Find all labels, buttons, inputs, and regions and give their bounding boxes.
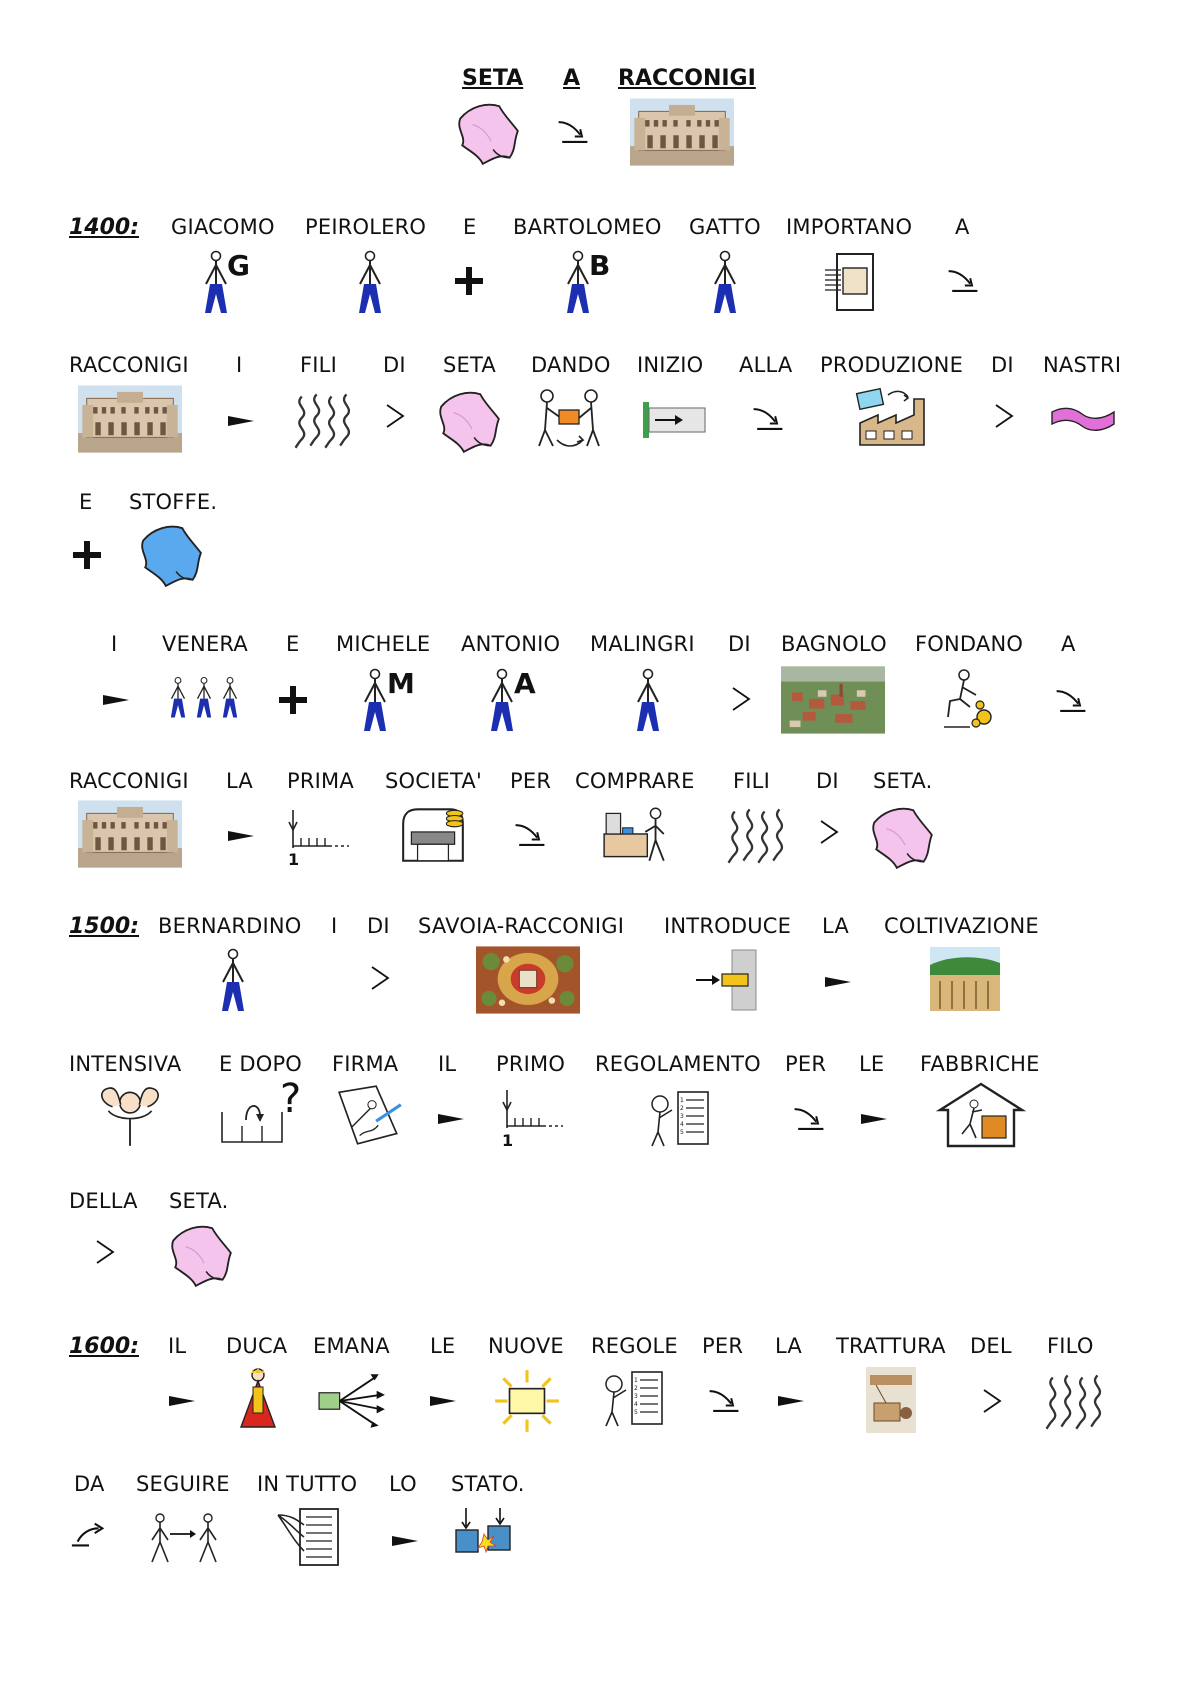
word: IL — [168, 1334, 187, 1358]
silk-icon — [165, 1222, 237, 1288]
word: PER — [702, 1334, 744, 1358]
title-word-seta: SETA — [462, 66, 524, 91]
word: LO — [389, 1472, 417, 1496]
of-chevron-icon — [817, 817, 841, 847]
ribbon-icon — [1048, 402, 1118, 436]
word: LE — [859, 1052, 885, 1076]
duke-icon — [233, 1366, 283, 1432]
regulation-icon — [644, 1086, 714, 1150]
letter-b-label: B — [589, 249, 611, 282]
word: FILI — [733, 769, 770, 793]
sign-icon — [335, 1082, 407, 1148]
threads-icon — [289, 390, 355, 450]
word: FILI — [300, 353, 337, 377]
word: DA — [74, 1472, 105, 1496]
word: INIZIO — [637, 353, 704, 377]
new-icon — [491, 1368, 563, 1434]
from-arrow-icon — [70, 1520, 108, 1550]
letter-a-label: A — [514, 667, 536, 700]
step-number-label: 1 — [288, 850, 300, 869]
rules-icon — [598, 1366, 668, 1430]
word: STATO. — [451, 1472, 525, 1496]
person-peirolero-icon — [350, 250, 390, 316]
word: BERNARDINO — [158, 914, 302, 938]
the-arrowhead-icon — [226, 826, 256, 846]
bagnolo-village-photo — [781, 666, 885, 734]
silk-icon — [452, 100, 524, 166]
word: DI — [816, 769, 839, 793]
factory-production-icon — [852, 384, 932, 450]
word: MICHELE — [336, 632, 431, 656]
of-chevron-icon — [368, 963, 392, 993]
letter-g-label: G — [227, 249, 251, 282]
word: EMANA — [313, 1334, 390, 1358]
racconigi-castle-photo — [78, 800, 182, 868]
to-arrow-icon — [706, 1386, 742, 1416]
of-chevron-icon — [729, 684, 753, 714]
strong-intensive-icon — [94, 1082, 166, 1148]
word: I — [331, 914, 338, 938]
word: SETA — [443, 353, 496, 377]
word: LE — [430, 1334, 456, 1358]
word: PRODUZIONE — [820, 353, 964, 377]
racconigi-castle-photo — [78, 385, 182, 453]
follow-icon — [146, 1512, 226, 1566]
of-chevron-icon — [992, 401, 1016, 431]
word: PER — [785, 1052, 827, 1076]
give-icon — [535, 385, 605, 451]
word: LA — [822, 914, 849, 938]
title-word-a: A — [563, 66, 581, 91]
threads-icon — [722, 805, 788, 865]
letter-m-label: M — [387, 667, 416, 700]
word: BARTOLOMEO — [513, 215, 662, 239]
field-cultivation-photo — [930, 946, 1000, 1012]
word: GIACOMO — [171, 215, 275, 239]
word: PEIROLERO — [305, 215, 427, 239]
word: SEGUIRE — [136, 1472, 230, 1496]
word: PER — [510, 769, 552, 793]
buy-icon — [600, 803, 672, 867]
to-arrow-icon — [1053, 686, 1089, 716]
word: MALINGRI — [590, 632, 695, 656]
introduce-icon — [692, 947, 762, 1013]
word: GATTO — [689, 215, 761, 239]
of-chevron-icon — [980, 1386, 1004, 1416]
to-arrow-icon — [945, 266, 981, 296]
word: DI — [728, 632, 751, 656]
threads-icon — [1040, 1371, 1106, 1431]
question-mark-label: ? — [280, 1076, 302, 1122]
word: LA — [775, 1334, 802, 1358]
the-arrowhead-icon — [436, 1109, 466, 1129]
word: SOCIETA' — [385, 769, 482, 793]
the-arrowhead-icon — [823, 972, 853, 992]
word: REGOLE — [591, 1334, 678, 1358]
word: INTRODUCE — [664, 914, 792, 938]
company-bank-icon — [397, 801, 469, 867]
the-arrowhead-icon — [167, 1391, 197, 1411]
word: RACCONIGI — [69, 353, 189, 377]
the-arrowhead-icon — [101, 690, 131, 710]
word: E — [286, 632, 300, 656]
word: DI — [383, 353, 406, 377]
word: FONDANO — [915, 632, 1024, 656]
word: PRIMA — [287, 769, 354, 793]
word: IN TUTTO — [257, 1472, 358, 1496]
word: DUCA — [226, 1334, 288, 1358]
person-bernardino-icon — [213, 948, 253, 1014]
year-1500: 1500: — [69, 914, 140, 939]
word: A — [1061, 632, 1076, 656]
word: FIRMA — [332, 1052, 399, 1076]
year-1600: 1600: — [69, 1334, 140, 1359]
word: DANDO — [531, 353, 611, 377]
of-chevron-icon — [93, 1237, 117, 1267]
word: PRIMO — [496, 1052, 566, 1076]
people-group-icon — [172, 665, 250, 731]
to-arrow-icon — [750, 404, 786, 434]
word: FILO — [1047, 1334, 1094, 1358]
word: IL — [438, 1052, 457, 1076]
word: COMPRARE — [575, 769, 695, 793]
word: NUOVE — [488, 1334, 564, 1358]
word: DI — [367, 914, 390, 938]
word: A — [955, 215, 970, 239]
word: DI — [991, 353, 1014, 377]
word: FABBRICHE — [920, 1052, 1040, 1076]
plus-icon — [70, 538, 104, 572]
import-document-icon — [823, 249, 883, 315]
racconigi-castle-photo — [630, 98, 734, 166]
word: TRATTURA — [836, 1334, 946, 1358]
word: SAVOIA-RACCONIGI — [418, 914, 625, 938]
word: E DOPO — [219, 1052, 303, 1076]
word: REGOLAMENTO — [595, 1052, 761, 1076]
word: E — [79, 490, 93, 514]
plus-icon — [276, 683, 310, 717]
of-chevron-icon — [383, 401, 407, 431]
the-arrowhead-icon — [390, 1531, 420, 1551]
person-gatto-icon — [705, 250, 745, 316]
year-1400: 1400: — [69, 215, 140, 240]
word: COLTIVAZIONE — [884, 914, 1039, 938]
word: LA — [226, 769, 253, 793]
begin-icon — [638, 398, 710, 442]
to-arrow-icon — [555, 117, 591, 147]
word: DELLA — [69, 1189, 138, 1213]
word: I — [111, 632, 118, 656]
word: DEL — [970, 1334, 1012, 1358]
cloth-icon — [134, 522, 208, 588]
step-number-label: 1 — [502, 1131, 514, 1150]
word: ANTONIO — [461, 632, 561, 656]
word: RACCONIGI — [69, 769, 189, 793]
all-icon — [274, 1504, 344, 1570]
workshop-factory-icon — [936, 1080, 1026, 1150]
the-arrowhead-icon — [226, 411, 256, 431]
silk-icon — [866, 804, 938, 870]
word: ALLA — [739, 353, 793, 377]
savoia-painting-photo — [476, 946, 580, 1014]
word: E — [463, 215, 477, 239]
word: BAGNOLO — [781, 632, 887, 656]
word: I — [236, 353, 243, 377]
plus-icon — [452, 264, 486, 298]
reeling-photo — [866, 1366, 916, 1434]
state-icon — [450, 1506, 520, 1566]
found-icon — [940, 666, 1000, 732]
the-arrowhead-icon — [859, 1109, 889, 1129]
to-arrow-icon — [512, 820, 548, 850]
to-arrow-icon — [791, 1104, 827, 1134]
emit-icon — [317, 1368, 389, 1434]
title-word-racconigi: RACCONIGI — [618, 66, 756, 91]
word: SETA. — [873, 769, 933, 793]
silk-icon — [433, 388, 505, 454]
word: VENERA — [162, 632, 248, 656]
word: NASTRI — [1043, 353, 1122, 377]
word: INTENSIVA — [69, 1052, 182, 1076]
word: SETA. — [169, 1189, 229, 1213]
person-malingri-icon — [628, 668, 668, 734]
word: STOFFE. — [129, 490, 218, 514]
the-arrowhead-icon — [776, 1391, 806, 1411]
the-arrowhead-icon — [428, 1391, 458, 1411]
word: IMPORTANO — [786, 215, 913, 239]
